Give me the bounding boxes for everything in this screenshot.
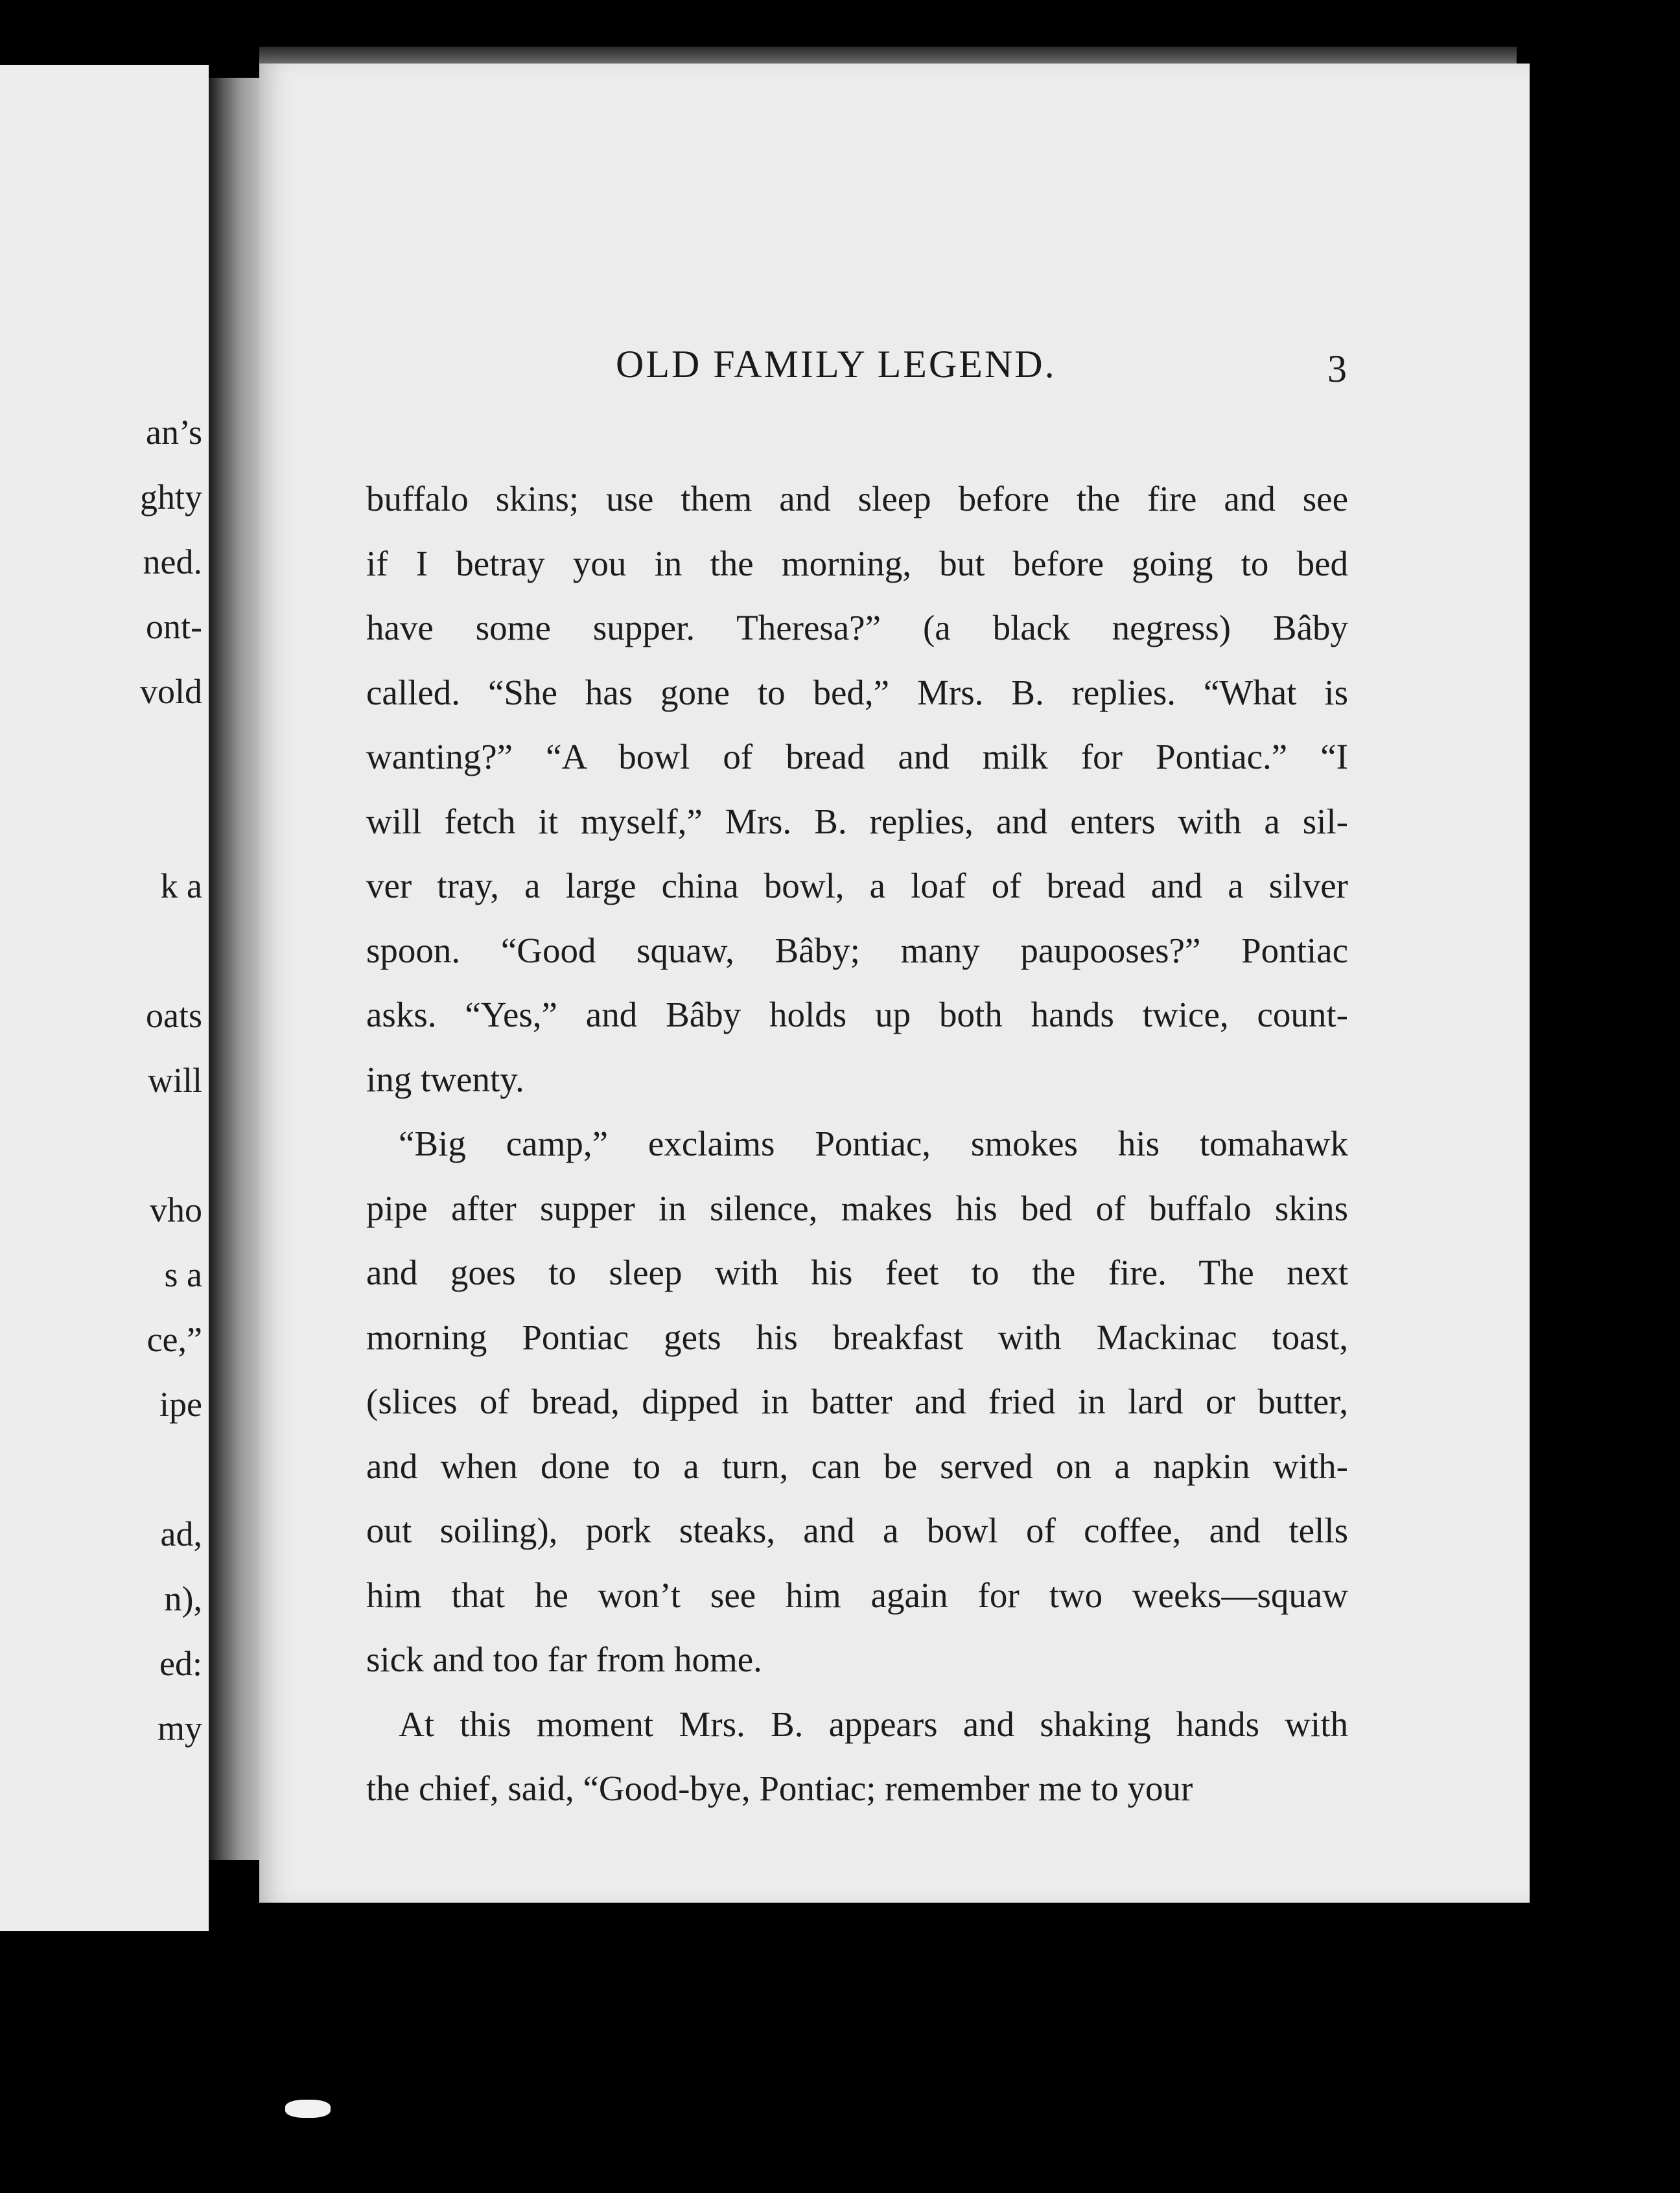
text-line: have some supper. Theresa?” (a black negress) Bâby	[366, 608, 1348, 647]
left-page-fragment: will	[147, 1061, 202, 1100]
paragraph	[366, 467, 1348, 1111]
body-text	[366, 467, 1348, 1821]
book-gutter	[209, 78, 267, 1860]
text-line: buffalo skins; use them and sleep before the fire and see	[366, 479, 1348, 518]
left-page-fragment: ad,	[160, 1514, 202, 1553]
text-line: out soiling), pork steaks, and a bowl of coffee, and tells	[366, 1511, 1348, 1550]
left-page-fragment: n),	[164, 1579, 202, 1618]
text-line: wanting?” “A bowl of bread and milk for Pontiac.” “I	[366, 737, 1348, 776]
left-page-fragment: ipe	[159, 1385, 202, 1424]
text-line: and when done to a turn, can be served on a napkin with-	[366, 1446, 1348, 1486]
text-line: ver tray, a large china bowl, a loaf of bread and a silver	[366, 866, 1348, 905]
left-page-fragment: k a	[160, 866, 202, 905]
running-head: OLD FAMILY LEGEND.	[616, 343, 1056, 386]
left-page-fragment: ned.	[143, 542, 202, 581]
left-page-fragment: ont-	[146, 607, 202, 646]
text-line: ing twenty.	[366, 1059, 524, 1099]
paragraph	[366, 1692, 1348, 1821]
left-page-fragment: s a	[164, 1255, 202, 1294]
text-line: spoon. “Good squaw, Bâby; many paupooses?” Pontiac	[366, 930, 1348, 970]
paragraph	[366, 1111, 1348, 1692]
page-number: 3	[1327, 347, 1347, 390]
text-line: pipe after supper in silence, makes his bed of buffalo skins	[366, 1188, 1348, 1228]
text-line: called. “She has gone to bed,” Mrs. B. replies. “What is	[366, 672, 1348, 712]
left-page-fragment: ce,”	[146, 1320, 202, 1359]
text-line: and goes to sleep with his feet to the fire. The next	[366, 1253, 1348, 1292]
text-line: At this moment Mrs. B. appears and shaking hands with	[399, 1704, 1348, 1744]
text-line: asks. “Yes,” and Bâby holds up both hands twice, count-	[366, 995, 1348, 1034]
book-top-edge	[259, 47, 1517, 64]
left-page	[0, 65, 209, 1931]
text-line: “Big camp,” exclaims Pontiac, smokes his tomahawk	[399, 1124, 1348, 1163]
left-page-fragment: vold	[139, 672, 202, 711]
text-line: morning Pontiac gets his breakfast with Mackinac toast,	[366, 1317, 1348, 1357]
left-page-fragment: oats	[146, 996, 202, 1035]
text-line: (slices of bread, dipped in batter and fried in lard or butter,	[366, 1382, 1348, 1421]
text-line: him that he won’t see him again for two weeks—squaw	[366, 1575, 1348, 1615]
text-line: sick and too far from home.	[366, 1640, 762, 1679]
left-page-fragment: vho	[150, 1190, 202, 1229]
text-line: if I betray you in the morning, but before going to bed	[366, 543, 1348, 583]
left-page-fragment: ed:	[159, 1644, 202, 1683]
text-line: will fetch it myself,” Mrs. B. replies, and enters with a sil-	[366, 801, 1348, 841]
left-page-fragment: ghty	[139, 478, 202, 516]
paper-speck	[285, 2100, 331, 2118]
left-page-fragment: my	[157, 1709, 202, 1748]
text-line: the chief, said, “Good-bye, Pontiac; remember me to your	[366, 1769, 1193, 1808]
left-page-fragment: an’s	[146, 413, 202, 452]
